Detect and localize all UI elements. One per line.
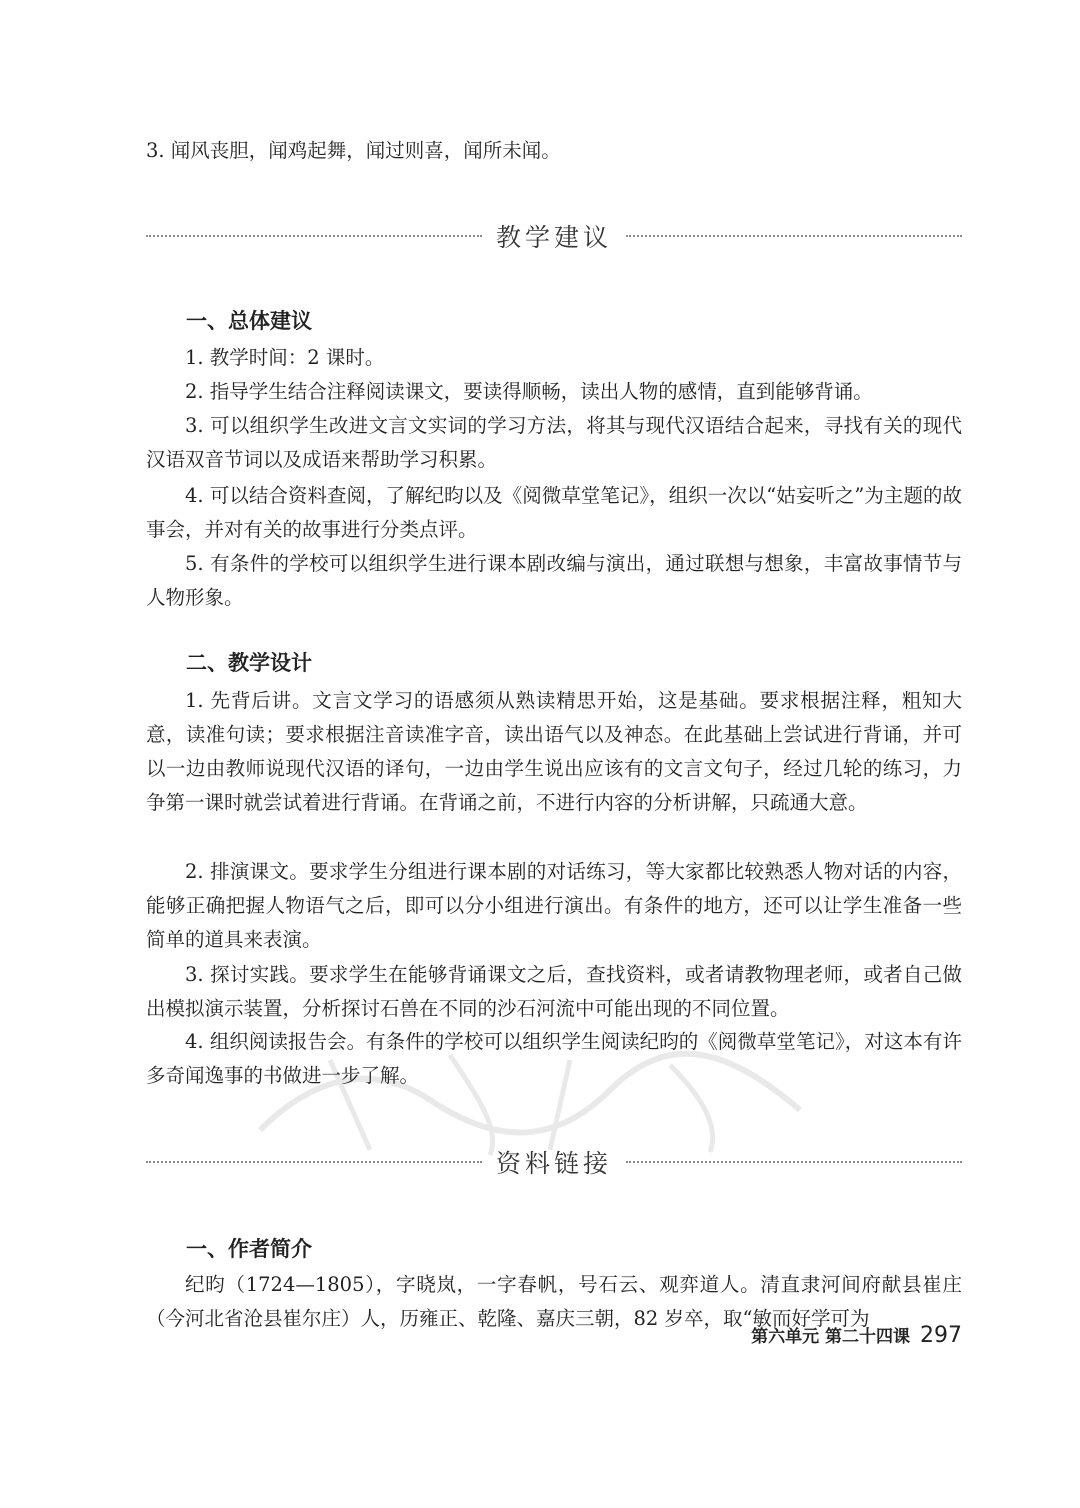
section-title: 资料链接 <box>496 1149 613 1178</box>
exercise-answer-line: 3. 闻风丧胆，闻鸡起舞，闻过则喜，闻所未闻。 <box>146 139 561 162</box>
dotted-rule-left <box>146 235 482 237</box>
page-number: 297 <box>920 1323 962 1348</box>
list-item: 3. 探讨实践。要求学生在能够背诵课文之后，查找资料，或者请教物理老师，或者自己做出模拟演示装置，分析探讨石兽在不同的沙石河流中可能出现的不同位置。 <box>146 963 962 1020</box>
footer-unit-label: 第六单元 第二十四课 <box>751 1327 910 1347</box>
author-intro-paragraph: 纪昀（1724—1805），字晓岚，一字春帆，号石云、观弈道人。清直隶河间府献县崔庄（今河北省沧县崔尔庄）人，历雍正、乾隆、嘉庆三朝，82 岁卒，取“敏而好学可为 <box>146 1273 962 1330</box>
subheading-general-advice: 一、总体建议 <box>186 309 312 333</box>
list-item: 3. 可以组织学生改进文言文实词的学习方法，将其与现代汉语结合起来，寻找有关的现代汉语双音节词以及成语来帮助学习积累。 <box>146 414 962 471</box>
list-item: 1. 先背后讲。文言文学习的语感须从熟读精思开始，这是基础。要求根据注释，粗知大意，读准句读；要求根据注音读准字音，读出语气以及神态。在此基础上尝试进行背诵，并可以一边由教师说现代汉语的译句，一边由学生说出应该有的文言文句子，经过几轮的练习，力争第一课时就尝试着进行背诵。在背诵之前，不进行内容的分析讲解，只疏通大意。 <box>146 689 962 814</box>
dotted-rule-right <box>626 235 962 237</box>
subheading-author-intro: 一、作者简介 <box>186 1237 312 1261</box>
list-item: 4. 可以结合资料查阅，了解纪昀以及《阅微草堂笔记》，组织一次以“姑妄听之”为主题的故事会，并对有关的故事进行分类点评。 <box>146 484 962 541</box>
section-header-resources <box>146 1142 962 1182</box>
subheading-teaching-design: 二、教学设计 <box>186 651 312 675</box>
dotted-rule-left <box>146 1161 482 1163</box>
list-item: 5. 有条件的学校可以组织学生进行课本剧改编与演出，通过联想与想象，丰富故事情节与人物形象。 <box>146 552 962 609</box>
dotted-rule-right <box>626 1161 962 1163</box>
list-item: 2. 排演课文。要求学生分组进行课本剧的对话练习，等大家都比较熟悉人物对话的内容，能够正确把握人物语气之后，即可以分小组进行演出。有条件的地方，还可以让学生准备一些简单的道具来表演。 <box>146 860 962 951</box>
page-footer <box>751 1322 962 1348</box>
list-item: 4. 组织阅读报告会。有条件的学校可以组织学生阅读纪昀的《阅微草堂笔记》，对这本有许多奇闻逸事的书做进一步了解。 <box>146 1030 962 1087</box>
section-title: 教学建议 <box>496 223 613 252</box>
list-item: 2. 指导学生结合注释阅读课文，要读得顺畅，读出人物的感情，直到能够背诵。 <box>185 380 873 403</box>
list-item: 1. 教学时间：2 课时。 <box>185 346 385 369</box>
section-header-teaching <box>146 216 962 256</box>
